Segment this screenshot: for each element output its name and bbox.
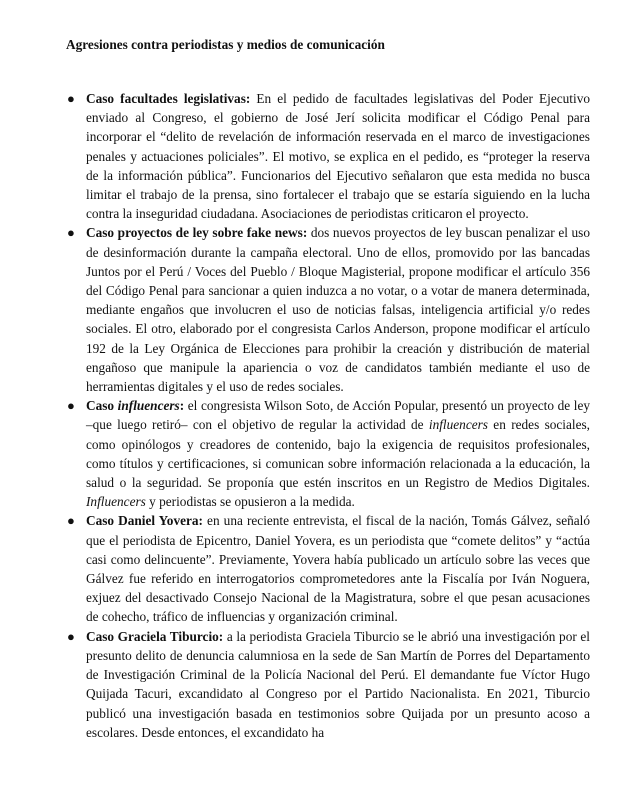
item-text — [86, 225, 590, 394]
bullet-icon: ● — [67, 513, 75, 529]
list-item — [66, 627, 590, 742]
case-body-text: en una reciente entrevista, el fiscal de la nación, Tomás Gálvez, señaló que el periodista de Epicentro, Daniel Yovera, es un periodista que “comete delitos” y “actúa casi como delincuente”. Previamente, Yovera había publicado un artículo sobre las veces que Gálvez fue referido en interrogatorios comprometedores ante la Fiscalía por Iván Noguera, exjuez del desactivado Consejo Nacional de la Magistratura, sobre el que pesan acusaciones de cohecho, tráfico de influencias y organización criminal. — [86, 513, 590, 625]
case-lead-text: : — [179, 398, 185, 414]
case-lead-text: Caso Graciela Tiburcio: — [86, 628, 224, 644]
list-item — [66, 511, 590, 626]
case-list — [66, 89, 590, 742]
case-body-text: a la periodista Graciela Tiburcio se le abrió una investigación por el presunto delito de denuncia calumniosa en la sede de San Martín de Porres del Departamento de Investigación Criminal de la Policía Nacional del Perú. El demandante fue Víctor Hugo Quijada Tacuri, excandidato al Congreso por el Partido Nacionalista. En 2021, Tiburcio publicó una investigación basada en testimonios sobre Quijada por un presunto acoso a escolares. Desde entonces, el excandidato ha — [86, 628, 590, 740]
item-text — [86, 91, 590, 221]
item-text — [86, 398, 590, 509]
case-body-text: influencers — [428, 417, 488, 433]
case-lead-text: Caso proyectos de ley sobre fake news: — [86, 225, 308, 241]
bullet-icon: ● — [67, 628, 75, 644]
case-body-text: y periodistas se opusieron a la medida. — [145, 494, 355, 510]
list-item — [66, 223, 590, 396]
case-lead-text: Caso facultades legislativas: — [86, 91, 251, 106]
case-body-text: Influencers — [86, 494, 146, 510]
case-lead-text: influencers — [117, 398, 180, 414]
list-item — [66, 89, 590, 223]
case-lead-text: Caso — [86, 398, 118, 414]
case-body-text: el congresista Wilson Soto, de Acción Popular, presentó un proyecto de ley –que luego retiró– con el objetivo de regular la actividad de — [86, 398, 590, 433]
bullet-icon: ● — [67, 91, 75, 106]
bullet-icon: ● — [67, 225, 75, 241]
item-text — [86, 629, 590, 740]
case-lead-text: Caso Daniel Yovera: — [86, 513, 203, 529]
case-body-text: En el pedido de facultades legislativas del Poder Ejecutivo enviado al Congreso, el gobierno de José Jerí solicita modificar el Código Penal para incorporar el “delito de revelación de información reservada en el marco de investigaciones penales y actuaciones policiales”. El motivo, se explica en el pedido, es “proteger la reserva de la información pública”. Funcionarios del Ejecutivo señalaron que esta medida no busca limitar el trabajo de la prensa, sino fortalecer el trabajo que se estaría siguiendo en la lucha contra la inseguridad ciudadana. Asociaciones de periodistas criticaron el proyecto. — [86, 91, 590, 222]
list-item — [66, 396, 590, 511]
case-body-text: dos nuevos proyectos de ley buscan penalizar el uso de desinformación durante la campaña electoral. Uno de ellos, promovido por las bancadas Juntos por el Perú / Voces del Pueblo / Bloque Magisterial, propone modificar el artículo 356 del Código Penal para sancionar a quien induzca a no votar, o a votar de manera determinada, mediante engaños que involucren el uso de noticias falsas, inteligencia artificial y/o redes sociales. El otro, elaborado por el congresista Carlos Anderson, propone modificar el artículo 192 de la Ley Orgánica de Elecciones para prohibir la creación y distribución de material engañoso que manipule la apariencia o voz de candidatos también mediante el uso de herramientas digitales y el uso de redes sociales. — [86, 225, 590, 395]
case-body-text: en redes sociales, como opinólogos y creadores de contenido, bajo la exigencia de requisitos profesionales, como títulos y certificaciones, si comunican sobre información relacionada a la educación, la salud o la seguridad. Se proponía que estén inscritos en un Registro de Medios Digitales. — [86, 417, 590, 491]
bullet-icon: ● — [67, 398, 75, 414]
item-text — [86, 513, 590, 624]
section-title: Agresiones contra periodistas y medios de comunicación — [66, 37, 385, 52]
